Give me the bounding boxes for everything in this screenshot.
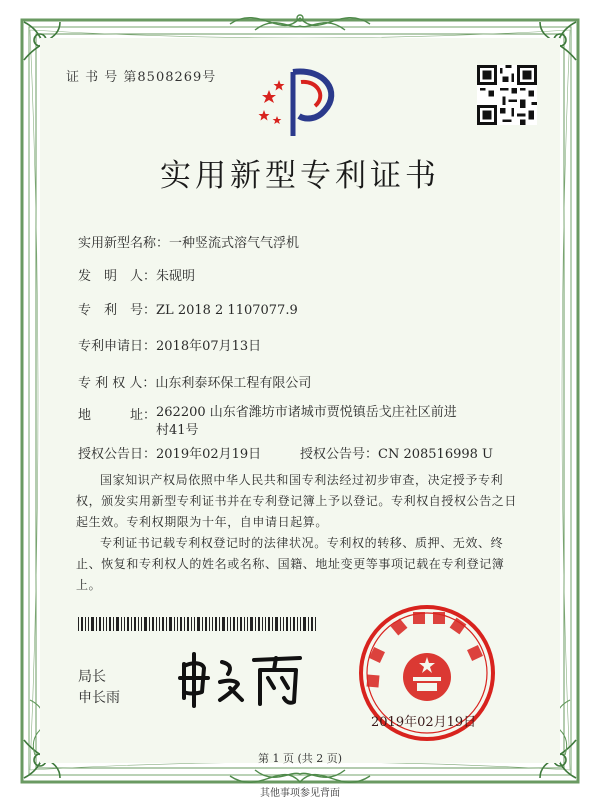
field-value: 2018年07月13日 [156, 339, 262, 354]
field-label: 专利申请日： [78, 339, 157, 354]
footnote: 其他事项参见背面 [260, 788, 340, 799]
field-patentee [78, 372, 311, 391]
field-label: 实用新型名称： [78, 236, 170, 251]
certificate-title: 实用新型专利证书 [160, 158, 440, 194]
seal-date: 2019年02月19日 [371, 715, 477, 730]
grant-statement: 国家知识产权局依照中华人民共和国专利法经过初步审查，决定授予专利权，颁发实用新型专利证书并在专利登记簿上予以登记。专利权自授权公告之日起生效。专利权期限为十年，自申请日起算。 [76, 473, 518, 529]
field-value: 一种竖流式溶气气浮机 [169, 236, 300, 251]
certificate-number: 证 书 号 第8508269号 [66, 70, 217, 85]
address-value: 262200 山东省潍坊市诸城市贾悦镇岳戈庄社区前进村41号 [156, 405, 457, 438]
field-inventor [78, 265, 195, 284]
field-announcement-date [78, 443, 261, 462]
field-label: 授权公告日： [78, 447, 157, 462]
field-label: 授权公告号： [300, 447, 379, 462]
field-label: 专 利 号： [78, 303, 157, 318]
field-filing-date [78, 335, 261, 354]
field-announcement-number [300, 443, 493, 462]
director-name: 申长雨 [78, 690, 120, 706]
field-address [78, 404, 156, 423]
bottom-ornament [230, 770, 370, 782]
director-title: 局长 [78, 669, 106, 685]
field-label: 发 明 人： [78, 269, 157, 284]
field-label: 专 利 权 人： [78, 376, 156, 391]
barcode-icon [78, 617, 316, 631]
registration-statement: 专利证书记载专利权登记时的法律状况。专利权的转移、质押、无效、终止、恢复和专利权人的姓名或名称、国籍、地址变更等事项记载在专利登记簿上。 [76, 536, 505, 592]
field-utility-model-name [78, 232, 299, 251]
field-value: 2019年02月19日 [156, 447, 262, 462]
page-number: 第 1 页 (共 2 页) [257, 752, 343, 765]
field-value: ZL 2018 2 1107077.9 [156, 303, 298, 318]
field-value: CN 208516998 U [378, 447, 493, 462]
top-ornament [230, 15, 370, 30]
patent-office-logo-icon [255, 66, 345, 142]
qr-code-icon [477, 65, 537, 125]
field-value: 山东利泰环保工程有限公司 [155, 376, 312, 391]
field-patent-number [78, 299, 298, 318]
signature-icon [176, 648, 306, 708]
field-value: 朱砚明 [156, 269, 196, 284]
field-label: 地 址： [78, 408, 157, 423]
